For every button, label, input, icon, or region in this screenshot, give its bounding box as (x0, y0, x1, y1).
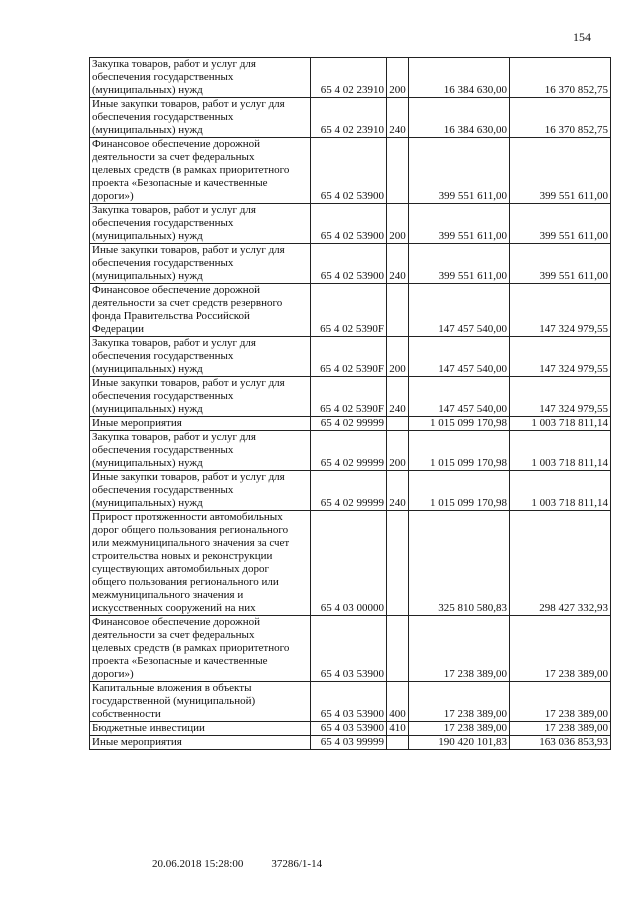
row-code-text: 65 4 03 99999 (320, 736, 384, 748)
row-expense-type (387, 98, 409, 138)
row-amount-executed-text: 1 003 718 811,14 (531, 457, 608, 469)
row-code (311, 431, 387, 471)
row-amount-planned (409, 58, 510, 98)
row-code-text: 65 4 02 5390F (320, 363, 384, 375)
row-code-text: 65 4 02 23910 (320, 124, 384, 136)
row-amount-executed (510, 511, 611, 616)
row-expense-type-text: 410 (389, 722, 406, 734)
row-amount-executed-text: 147 324 979,55 (539, 323, 608, 335)
row-amount-planned-text: 16 384 630,00 (443, 124, 507, 136)
table-row (90, 244, 611, 284)
row-name-text: Прирост протяженности автомобильных дорог общего пользования регионального или межмуниципального значения за счет строительства новых и реконструкции существующих автомобильных дорог общего пользования регионального или межмуниципального значения и искусственных сооружений на них (92, 511, 290, 614)
row-code-text: 65 4 02 99999 (320, 497, 384, 509)
row-expense-type (387, 284, 409, 337)
row-expense-type-text: 240 (389, 124, 406, 136)
table-row (90, 722, 611, 736)
row-expense-type-text: 200 (389, 84, 406, 96)
row-amount-executed (510, 98, 611, 138)
row-name (90, 511, 311, 616)
row-expense-type-text: 240 (389, 270, 406, 282)
table-row (90, 417, 611, 431)
row-expense-type (387, 377, 409, 417)
row-amount-planned-text: 147 457 540,00 (438, 363, 507, 375)
row-expense-type (387, 736, 409, 750)
page-number: 154 (573, 30, 591, 44)
footer-doc-id: 37286/1-14 (271, 858, 323, 870)
row-amount-executed-text: 16 370 852,75 (544, 124, 608, 136)
row-expense-type (387, 682, 409, 722)
row-amount-planned (409, 431, 510, 471)
row-amount-executed-text: 1 003 718 811,14 (531, 417, 608, 429)
row-amount-executed-text: 399 551 611,00 (539, 270, 608, 282)
row-amount-executed (510, 722, 611, 736)
row-amount-executed-text: 399 551 611,00 (539, 230, 608, 242)
row-code (311, 682, 387, 722)
row-code-text: 65 4 02 99999 (320, 457, 384, 469)
row-amount-planned-text: 325 810 580,83 (438, 602, 507, 614)
row-amount-executed (510, 471, 611, 511)
row-code-text: 65 4 02 99999 (320, 417, 384, 429)
row-name-text: Капитальные вложения в объекты государственной (муниципальной) собственности (92, 682, 256, 720)
table-row (90, 377, 611, 417)
row-code-text: 65 4 02 53900 (320, 230, 384, 242)
row-name-text: Иные мероприятия (92, 736, 182, 748)
row-expense-type (387, 471, 409, 511)
row-amount-executed (510, 138, 611, 204)
row-amount-planned (409, 377, 510, 417)
row-amount-planned-text: 17 238 389,00 (443, 708, 507, 720)
row-name-text: Иные закупки товаров, работ и услуг для обеспечения государственных (муниципальных) нужд (92, 98, 285, 136)
row-name (90, 244, 311, 284)
row-amount-executed-text: 16 370 852,75 (544, 84, 608, 96)
row-expense-type-text: 200 (389, 230, 406, 242)
row-amount-executed (510, 431, 611, 471)
row-name-text: Иные мероприятия (92, 417, 182, 429)
row-name (90, 682, 311, 722)
row-expense-type (387, 337, 409, 377)
row-expense-type-text: 240 (389, 403, 406, 415)
row-expense-type (387, 417, 409, 431)
row-amount-executed (510, 244, 611, 284)
row-expense-type (387, 722, 409, 736)
row-amount-planned-text: 17 238 389,00 (443, 668, 507, 680)
table-row (90, 736, 611, 750)
row-name (90, 722, 311, 736)
row-amount-planned-text: 147 457 540,00 (438, 403, 507, 415)
row-code-text: 65 4 02 53900 (320, 270, 384, 282)
row-name (90, 284, 311, 337)
row-amount-planned (409, 244, 510, 284)
row-name (90, 98, 311, 138)
row-amount-planned (409, 511, 510, 616)
row-amount-executed (510, 377, 611, 417)
row-amount-planned-text: 399 551 611,00 (438, 190, 507, 202)
row-name-text: Иные закупки товаров, работ и услуг для обеспечения государственных (муниципальных) нужд (92, 471, 285, 509)
row-amount-planned-text: 190 420 101,83 (438, 736, 507, 748)
row-code (311, 511, 387, 616)
row-amount-executed-text: 163 036 853,93 (539, 736, 608, 748)
row-amount-planned (409, 417, 510, 431)
row-amount-planned (409, 736, 510, 750)
row-amount-executed-text: 17 238 389,00 (544, 668, 608, 680)
row-amount-executed-text: 17 238 389,00 (544, 708, 608, 720)
table-row (90, 337, 611, 377)
row-expense-type (387, 616, 409, 682)
row-amount-planned (409, 616, 510, 682)
row-expense-type (387, 204, 409, 244)
row-code-text: 65 4 03 00000 (320, 602, 384, 614)
row-amount-planned (409, 722, 510, 736)
row-amount-executed (510, 204, 611, 244)
row-amount-planned (409, 337, 510, 377)
row-amount-planned (409, 204, 510, 244)
row-amount-planned (409, 138, 510, 204)
row-amount-executed-text: 147 324 979,55 (539, 363, 608, 375)
row-name (90, 616, 311, 682)
table-row (90, 58, 611, 98)
row-code (311, 616, 387, 682)
row-amount-planned-text: 1 015 099 170,98 (430, 497, 507, 509)
row-amount-executed (510, 417, 611, 431)
table-row (90, 511, 611, 616)
row-name-text: Иные закупки товаров, работ и услуг для обеспечения государственных (муниципальных) нужд (92, 377, 285, 415)
row-amount-planned-text: 1 015 099 170,98 (430, 417, 507, 429)
row-amount-executed (510, 58, 611, 98)
row-name-text: Закупка товаров, работ и услуг для обеспечения государственных (муниципальных) нужд (92, 58, 256, 96)
row-code-text: 65 4 03 53900 (320, 668, 384, 680)
row-amount-executed (510, 337, 611, 377)
row-code (311, 58, 387, 98)
budget-table (89, 57, 611, 750)
row-amount-executed-text: 399 551 611,00 (539, 190, 608, 202)
row-code (311, 736, 387, 750)
row-expense-type-text: 200 (389, 363, 406, 375)
row-code-text: 65 4 02 23910 (320, 84, 384, 96)
row-code-text: 65 4 02 5390F (320, 403, 384, 415)
row-name-text: Финансовое обеспечение дорожной деятельности за счет средств резервного фонда Правительства Российской Федерации (92, 284, 283, 335)
row-name (90, 417, 311, 431)
row-amount-planned-text: 399 551 611,00 (438, 230, 507, 242)
footer-timestamp: 20.06.2018 15:28:00 (152, 858, 244, 870)
row-name (90, 204, 311, 244)
table-row (90, 616, 611, 682)
row-amount-executed (510, 682, 611, 722)
row-amount-planned-text: 16 384 630,00 (443, 84, 507, 96)
row-expense-type-text: 400 (389, 708, 406, 720)
row-code-text: 65 4 02 53900 (320, 190, 384, 202)
row-code (311, 138, 387, 204)
row-amount-planned-text: 147 457 540,00 (438, 323, 507, 335)
row-amount-planned-text: 399 551 611,00 (438, 270, 507, 282)
page-footer (152, 858, 322, 870)
row-name (90, 471, 311, 511)
row-amount-executed-text: 17 238 389,00 (544, 722, 608, 734)
row-name-text: Финансовое обеспечение дорожной деятельности за счет федеральных целевых средств (в рамках приоритетного проекта «Безопасные и качественные дороги») (92, 616, 290, 680)
row-expense-type (387, 431, 409, 471)
row-amount-planned (409, 98, 510, 138)
row-expense-type (387, 58, 409, 98)
table-row (90, 284, 611, 337)
row-code-text: 65 4 02 5390F (320, 323, 384, 335)
row-amount-executed (510, 284, 611, 337)
row-name (90, 58, 311, 98)
row-code (311, 204, 387, 244)
row-name-text: Закупка товаров, работ и услуг для обеспечения государственных (муниципальных) нужд (92, 431, 256, 469)
row-amount-executed-text: 1 003 718 811,14 (531, 497, 608, 509)
row-amount-planned (409, 471, 510, 511)
budget-table-body (90, 58, 611, 750)
row-amount-executed-text: 147 324 979,55 (539, 403, 608, 415)
row-code (311, 244, 387, 284)
row-name-text: Закупка товаров, работ и услуг для обеспечения государственных (муниципальных) нужд (92, 204, 256, 242)
row-expense-type-text: 240 (389, 497, 406, 509)
row-name-text: Закупка товаров, работ и услуг для обеспечения государственных (муниципальных) нужд (92, 337, 256, 375)
row-name-text: Иные закупки товаров, работ и услуг для обеспечения государственных (муниципальных) нужд (92, 244, 285, 282)
row-code (311, 284, 387, 337)
table-row (90, 682, 611, 722)
row-code (311, 471, 387, 511)
row-amount-planned (409, 682, 510, 722)
row-amount-executed (510, 616, 611, 682)
row-amount-executed (510, 736, 611, 750)
row-expense-type (387, 511, 409, 616)
row-amount-executed-text: 298 427 332,93 (539, 602, 608, 614)
row-name (90, 377, 311, 417)
row-code (311, 722, 387, 736)
row-name (90, 138, 311, 204)
row-name-text: Финансовое обеспечение дорожной деятельности за счет федеральных целевых средств (в рамках приоритетного проекта «Безопасные и качественные дороги») (92, 138, 290, 202)
row-expense-type-text: 200 (389, 457, 406, 469)
row-expense-type (387, 244, 409, 284)
row-code (311, 98, 387, 138)
row-name (90, 431, 311, 471)
row-code-text: 65 4 03 53900 (320, 708, 384, 720)
row-amount-planned-text: 17 238 389,00 (443, 722, 507, 734)
row-code (311, 337, 387, 377)
row-code (311, 417, 387, 431)
table-row (90, 204, 611, 244)
table-row (90, 98, 611, 138)
table-row (90, 138, 611, 204)
row-code-text: 65 4 03 53900 (320, 722, 384, 734)
row-name-text: Бюджетные инвестиции (92, 722, 205, 734)
table-row (90, 431, 611, 471)
row-code (311, 377, 387, 417)
row-name (90, 337, 311, 377)
row-name (90, 736, 311, 750)
row-expense-type (387, 138, 409, 204)
table-row (90, 471, 611, 511)
row-amount-planned (409, 284, 510, 337)
row-amount-planned-text: 1 015 099 170,98 (430, 457, 507, 469)
